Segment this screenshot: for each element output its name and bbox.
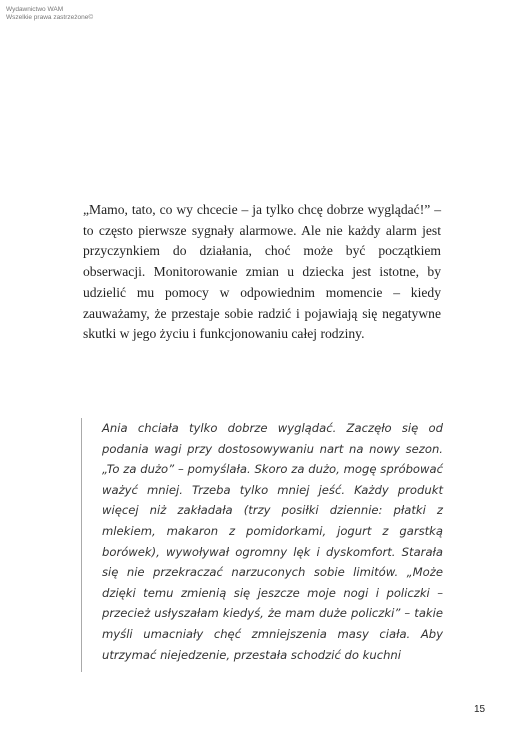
case-study-quote	[81, 418, 443, 672]
publisher-name: Wydawnictwo WAM	[6, 6, 64, 13]
main-text-block	[83, 200, 441, 345]
copyright-notice: Wszelkie prawa zastrzeżone©	[6, 14, 94, 21]
body-paragraph: „Mamo, tato, co wy chcecie – ja tylko chcę dobrze wyglądać!” – to często pierwsze sygnały alarmowe. Ale nie każdy alarm jest przyczynkiem do działania, choć może być początkiem obserwacji. Monitorowanie zmian u dziecka jest istotne, by udzielić mu pomocy w odpowiednim momencie – kiedy zauważamy, że przestaje sobie radzić i pojawiają się negatywne skutki w jego życiu i funkcjonowaniu całej rodziny.	[83, 202, 441, 342]
publisher-notice	[6, 6, 93, 22]
page-number: 15	[474, 704, 486, 715]
quote-text: Ania chciała tylko dobrze wyglądać. Zaczęło się od podania wagi przy dostosowywaniu nart na nowy sezon. „To za dużo” – pomyślała. Skoro za dużo, mogę spróbować ważyć mniej. Trzeba tylko mniej jeść. Każdy produkt więcej niż zakładała (trzy posiłki dziennie: płatki z mlekiem, makaron z pomidorkami, jogurt z garstką borówek), wywoływał ogromny lęk i dyskomfort. Starała się nie przekraczać narzuconych sobie limitów. „Może dzięki temu zmienią się jeszcze moje nogi i policzki – przecież usłyszałam kiedyś, że mam duże policzki” – takie myśli umacniały chęć zmniejszenia masy ciała. Aby utrzymać niejedzenie, przestała schodzić do kuchni	[102, 421, 443, 662]
